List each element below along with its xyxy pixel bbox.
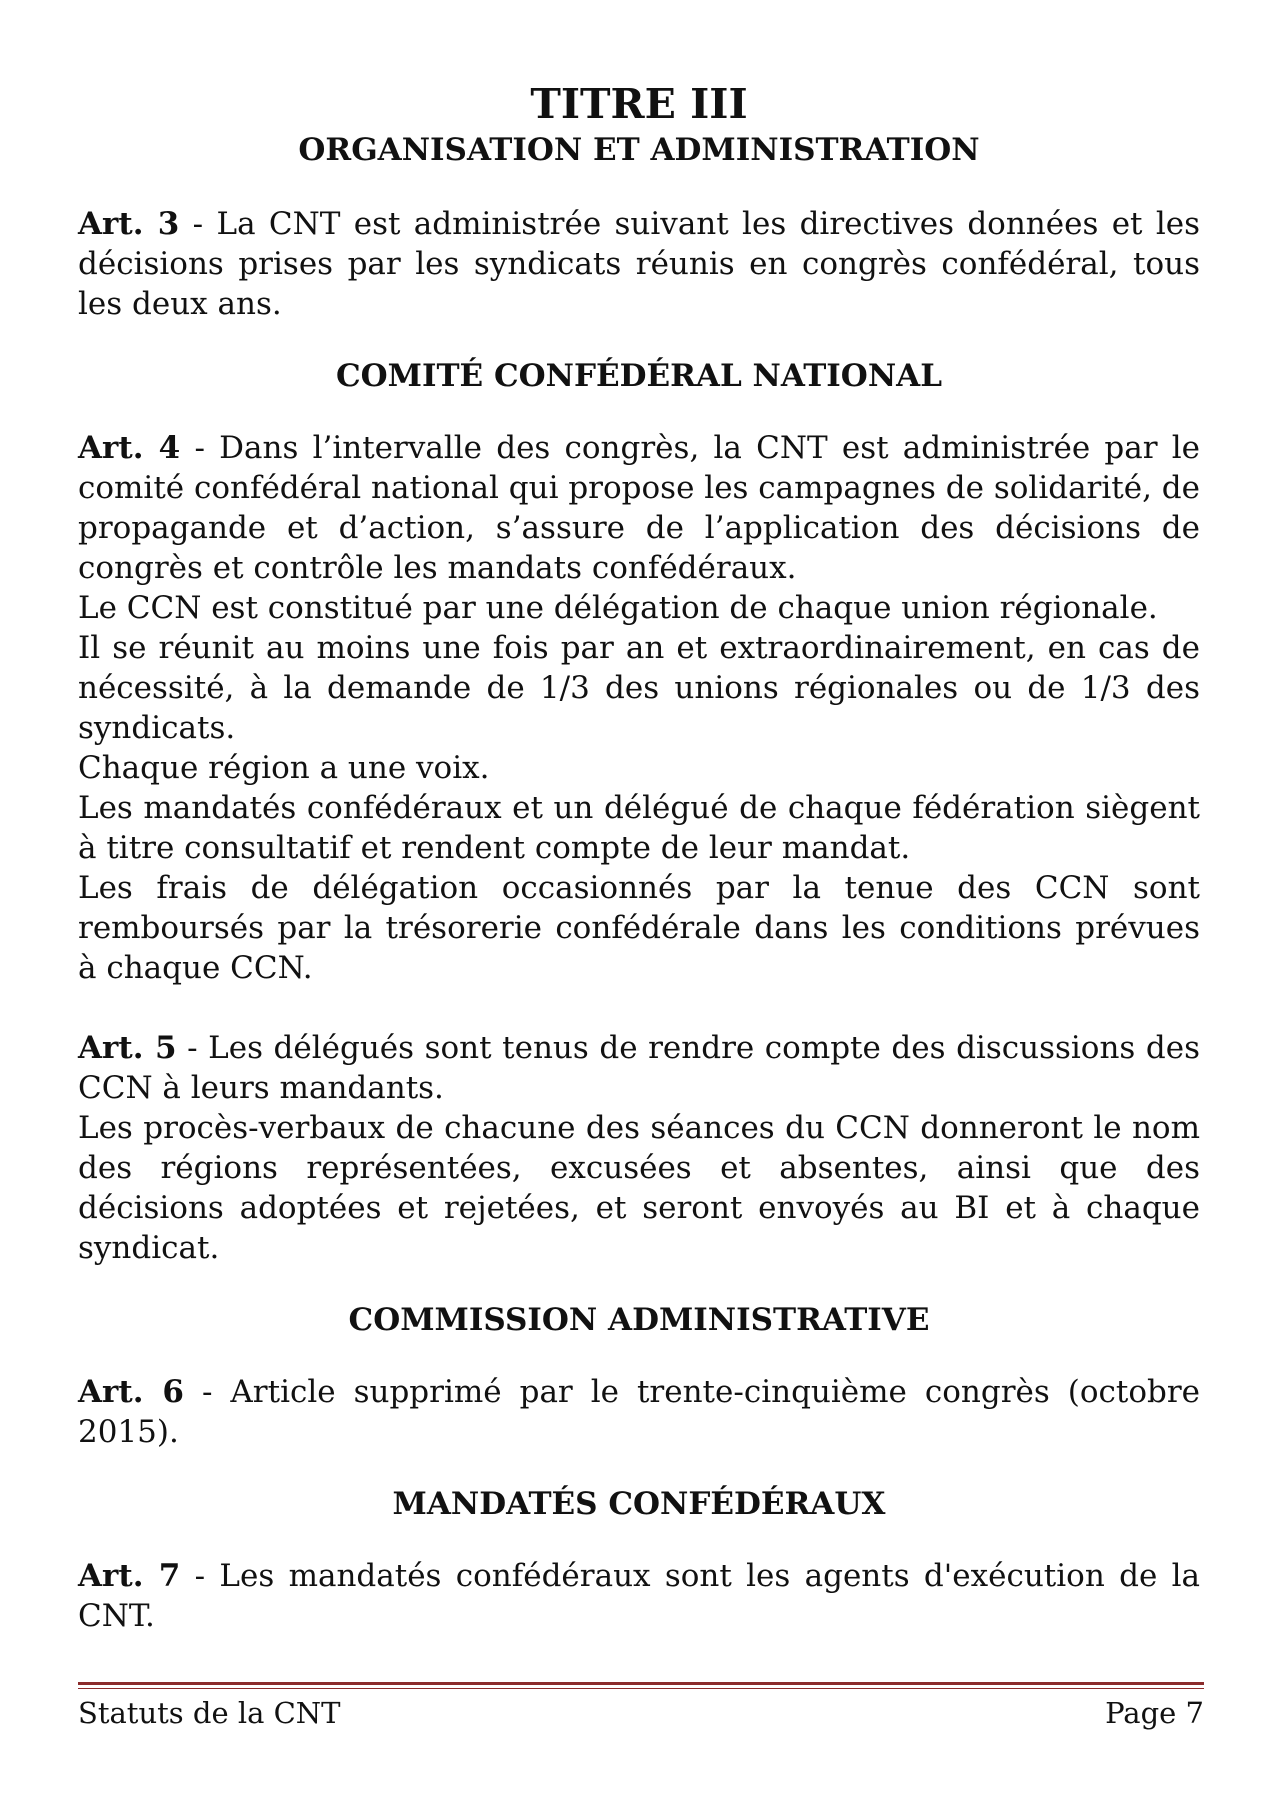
page-footer [78,1694,1204,1732]
article-5-label: Art. 5 [78,1030,177,1066]
footer-page-number: Page 7 [1105,1696,1204,1730]
article-4-label: Art. 4 [78,430,181,466]
article-6-text: - Article supprimé par le trente-cinquième congrès (octobre 2015). [78,1374,1200,1450]
article-5 [78,1028,1200,1108]
article-4-paragraph-2: Le CCN est constitué par une délégation de chaque union régionale. [78,590,1158,626]
document-page [78,78,1200,1636]
article-5-paragraph-2: Les procès-verbaux de chacune des séances du CCN donneront le nom des régions représentées, excusées et absentes, ainsi que des décisions adoptées et rejetées, et seront envoyés au BI et à chaque syndicat. [78,1110,1200,1266]
page-subtitle: ORGANISATION ET ADMINISTRATION [298,132,980,168]
footer-document-title: Statuts de la CNT [78,1696,341,1730]
article-4-paragraph-5: Les mandatés confédéraux et un délégué de chaque fédération siègent à titre consultatif et rendent compte de leur mandat. [78,790,1200,866]
section-heading-mandates: MANDATÉS CONFÉDÉRAUX [392,1486,886,1522]
section-heading-commission: COMMISSION ADMINISTRATIVE [348,1302,930,1338]
article-6 [78,1372,1200,1452]
article-4-paragraph-4: Chaque région a une voix. [78,750,490,786]
article-7-text: - Les mandatés confédéraux sont les agents d'exécution de la CNT. [78,1558,1201,1634]
article-4-paragraph-3: Il se réunit au moins une fois par an et extraordinairement, en cas de nécessité, à la demande de 1/3 des unions régionales ou de 1/3 des syndicats. [78,630,1200,746]
spacer [78,988,1200,1028]
footer-divider-thin [78,1688,1204,1689]
article-6-label: Art. 6 [78,1374,184,1410]
article-3-text: - La CNT est administrée suivant les directives données et les décisions prises par les syndicats réunis en congrès confédéral, tous les deux ans. [78,206,1201,322]
section-heading-ccn: COMITÉ CONFÉDÉRAL NATIONAL [336,358,942,394]
article-7 [78,1556,1200,1636]
article-7-label: Art. 7 [78,1558,181,1594]
article-4-text: - Dans l’intervalle des congrès, la CNT est administrée par le comité confédéral national qui propose les campagnes de solidarité, de propagande et d’action, s’assure de l’application des décisions de congrès et contrôle les mandats confédéraux. [78,430,1201,586]
article-3-label: Art. 3 [78,206,180,242]
article-5-text: - Les délégués sont tenus de rendre compte des discussions des CCN à leurs mandants. [78,1030,1200,1106]
article-4-paragraph-6: Les frais de délégation occasionnés par la tenue des CCN sont remboursés par la trésorerie confédérale dans les conditions prévues à chaque CCN. [78,870,1200,986]
article-4 [78,428,1200,588]
article-3 [78,204,1200,324]
page-title: TITRE III [530,80,748,128]
footer-divider [78,1682,1204,1685]
